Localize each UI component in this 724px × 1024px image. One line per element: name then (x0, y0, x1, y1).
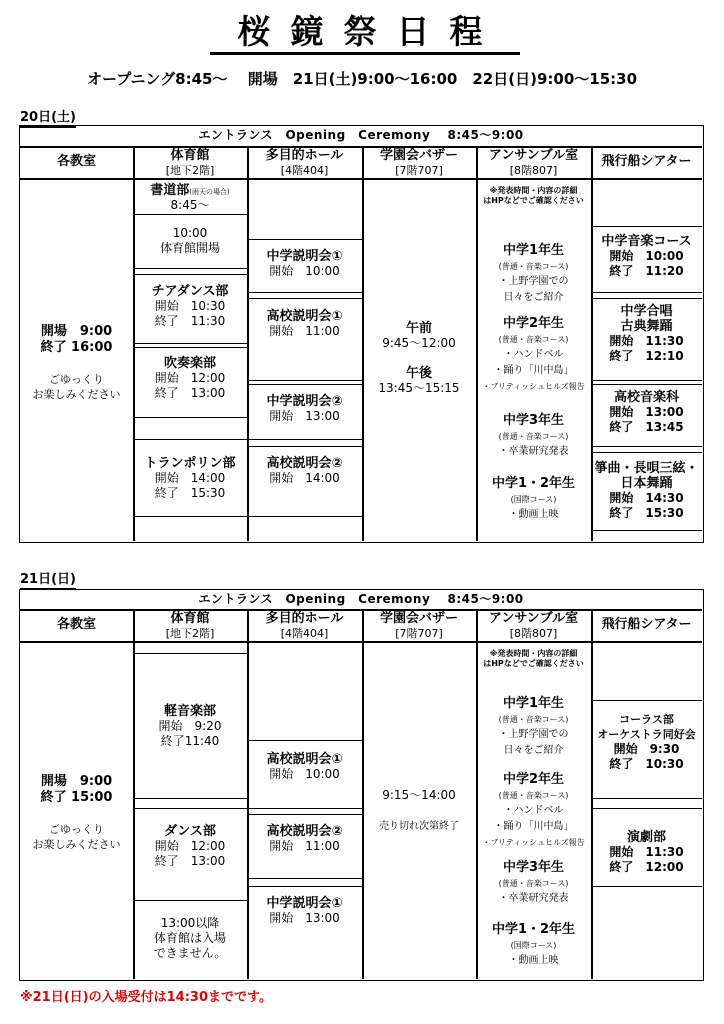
day1-entrance-row: エントランス Opening Ceremony 8:45～9:00 (198, 128, 524, 142)
day2-ensemble-note: ※発表時間・内容の詳細 はHPなどでご確認ください (483, 649, 584, 668)
day2-ensemble-g1: 中学1年生 (普通・音楽コース) ・上野学園での 日々をご紹介 (498, 696, 569, 756)
day1-gym-brass: 吹奏楽部 開始 12:00 終了 13:00 (154, 356, 226, 400)
day2-hall-h1: 高校説明会① 開始 10:00 (266, 752, 343, 781)
day2-label: 21日(日) (20, 572, 76, 590)
day1-col-hall: 多目的ホール [4階404] (265, 148, 344, 177)
day1-classroom-open: 開場 9:00 (40, 324, 113, 339)
footer-note: ※21日(日)の入場受付は14:30までです。 (20, 990, 272, 1005)
day1-hall-m2: 中学説明会② 開始 13:00 (266, 394, 343, 423)
day1-col-classroom: 各教室 (56, 154, 96, 169)
day1-theater-c: 高校音楽科 開始 13:00 終了 13:45 (609, 390, 684, 434)
day1-col-ensemble: アンサンブル室 [8階807] (488, 148, 579, 177)
day1-col-gym: 体育館 [地下2階] (165, 148, 215, 177)
day2-col-theater: 飛行船シアター (601, 617, 692, 632)
day1-hall-h1: 高校説明会① 開始 11:00 (266, 309, 343, 338)
day1-ensemble-g1: 中学1年生 (普通・音楽コース) ・上野学園での 日々をご紹介 (498, 243, 569, 303)
day1-bazaar: 午前 9:45～12:00 午後 13:45～15:15 (378, 321, 460, 395)
day2-bazaar: 9:15～14:00 売り切れ次第終了 (379, 788, 459, 832)
day1-gym-open: 10:00 体育館開場 (159, 226, 220, 255)
page-title: 桜鏡祭日程 (210, 12, 520, 55)
day2-gym-light-music: 軽音楽部 開始 9:20 終了11:40 (158, 704, 222, 748)
day2-entrance-row: エントランス Opening Ceremony 8:45～9:00 (198, 592, 524, 606)
day2-ensemble-g2: 中学2年生 (普通・音楽コース) ・ハンドベル ・踊り「川中島」 ・ブリティッシュヒルズ報告 (482, 772, 585, 847)
day2-col-hall: 多目的ホール [4階404] (265, 611, 344, 640)
day2-schedule-table (19, 589, 704, 981)
day1-classroom-note: ごゆっくり お楽しみください (32, 373, 121, 401)
day2-gym-dance: ダンス部 開始 12:00 終了 13:00 (154, 824, 226, 868)
day2-gym-closed: 13:00以降 体育館は入場 できません。 (153, 916, 227, 960)
day2-ensemble-g3: 中学3年生 (普通・音楽コース) ・卒業研究発表 (498, 860, 569, 904)
day1-ensemble-g4: 中学1・2年生 (国際コース) ・動画上映 (491, 476, 576, 520)
day1-ensemble-g2: 中学2年生 (普通・音楽コース) ・ハンドベル ・踊り「川中島」 ・ブリティッシュヒルズ報告 (482, 316, 585, 391)
day2-hall-h2: 高校説明会② 開始 11:00 (266, 824, 343, 853)
day1-hall-h2: 高校説明会② 開始 14:00 (266, 456, 343, 485)
day2-theater-a: コーラス部 オーケストラ同好会 開始 9:30 終了 10:30 (597, 713, 696, 771)
day2-col-gym: 体育館 [地下2階] (165, 611, 215, 640)
day2-ensemble-g4: 中学1・2年生 (国際コース) ・動画上映 (491, 922, 576, 966)
day1-gym-shodo: 書道部(雨天の場合) 8:45～ (150, 183, 230, 212)
day1-label: 20日(土) (20, 110, 76, 128)
day1-gym-cheer: チアダンス部 開始 10:30 終了 11:30 (151, 284, 229, 328)
day1-col-bazaar: 学園会バザー [7階707] (379, 148, 458, 177)
day1-col-theater: 飛行船シアター (601, 154, 692, 169)
day1-ensemble-note: ※発表時間・内容の詳細 はHPなどでご確認ください (483, 186, 584, 205)
day2-classroom-close: 終了 15:00 (40, 790, 113, 805)
day1-gym-trampoline: トランポリン部 開始 14:00 終了 15:30 (144, 456, 236, 500)
day2-col-bazaar: 学園会バザー [7階707] (379, 611, 458, 640)
day1-hall-m1: 中学説明会① 開始 10:00 (266, 249, 343, 278)
day2-classroom-open: 開場 9:00 (40, 774, 113, 789)
day1-schedule-table (19, 125, 704, 543)
opening-hours: オープニング8:45～ 開場 21日(土)9:00～16:00 22日(日)9:00～15:30 (86, 70, 638, 88)
day1-theater-a: 中学音楽コース 開始 10:00 終了 11:20 (601, 234, 692, 278)
day2-col-classroom: 各教室 (56, 617, 96, 632)
day2-theater-b: 演劇部 開始 11:30 終了 12:00 (609, 830, 684, 874)
day2-classroom-note: ごゆっくり お楽しみください (32, 823, 121, 851)
day1-ensemble-g3: 中学3年生 (普通・音楽コース) ・卒業研究発表 (498, 413, 569, 457)
day1-classroom-close: 終了 16:00 (40, 340, 113, 355)
day2-hall-m1: 中学説明会① 開始 13:00 (266, 896, 343, 925)
day2-col-ensemble: アンサンブル室 [8階807] (488, 611, 579, 640)
day1-theater-d: 箏曲・長唄三絃・ 日本舞踊 開始 14:30 終了 15:30 (594, 461, 699, 520)
day1-theater-b: 中学合唱 古典舞踊 開始 11:30 終了 12:10 (609, 304, 684, 363)
